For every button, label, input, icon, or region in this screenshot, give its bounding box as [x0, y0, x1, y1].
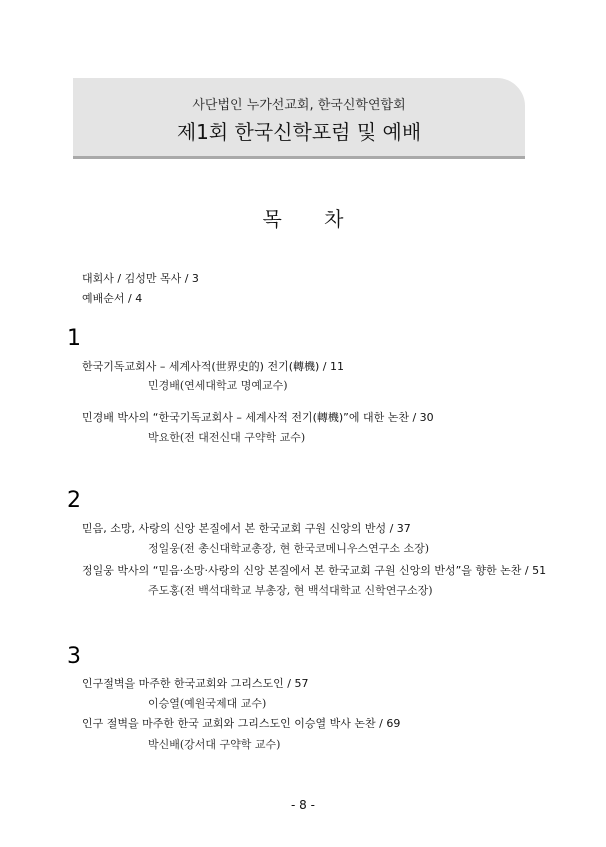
section-number-3: 3 — [67, 644, 81, 669]
header-title: 제1회 한국신학포럼 및 예배 — [176, 120, 422, 144]
toc-entry-author: 이승열(예원국제대 교수) — [148, 697, 267, 710]
header-banner — [73, 78, 525, 156]
toc-entry-author: 정일웅(전 총신대학교총장, 현 한국코메니우스연구소 소장) — [148, 542, 430, 555]
section-number-2: 2 — [67, 488, 81, 513]
toc-entry-title: 인구절벽을 마주한 한국교회와 그리스도인 / 57 — [82, 677, 309, 690]
toc-entry-author: 박요한(전 대전신대 구약학 교수) — [148, 431, 306, 444]
toc-entry-title: 정일웅 박사의 “믿음·소망·사랑의 신앙 본질에서 본 한국교회 구원 신앙의 반성”을 향한 논찬 / 51 — [82, 564, 547, 577]
toc-entry-title: 인구 절벽을 마주한 한국 교회와 그리스도인 이승열 박사 논찬 / 69 — [82, 717, 401, 730]
toc-entry-worship-order: 예배순서 / 4 — [82, 292, 143, 305]
toc-entry-author: 민경배(연세대학교 명예교수) — [148, 379, 288, 392]
page-number: - 8 - — [291, 798, 315, 812]
section-number-1: 1 — [67, 326, 81, 351]
toc-entry-opening-address: 대회사 / 김성만 목사 / 3 — [82, 272, 199, 285]
toc-title: 목 차 — [262, 207, 362, 231]
toc-entry-author: 박신배(강서대 구약학 교수) — [148, 738, 281, 751]
toc-entry-author: 주도홍(전 백석대학교 부총장, 현 백석대학교 신학연구소장) — [148, 584, 433, 597]
header-underline — [73, 156, 525, 159]
toc-entry-title: 한국기독교회사 – 세계사적(世界史的) 전기(轉機) / 11 — [82, 360, 344, 373]
toc-entry-title: 믿음, 소망, 사랑의 신앙 본질에서 본 한국교회 구원 신앙의 반성 / 37 — [82, 522, 411, 535]
toc-entry-title: 민경배 박사의 “한국기독교회사 – 세계사적 전기(轉機)”에 대한 논찬 / 30 — [82, 411, 434, 424]
header-subtitle: 사단법인 누가선교회, 한국신학연합회 — [192, 98, 406, 113]
